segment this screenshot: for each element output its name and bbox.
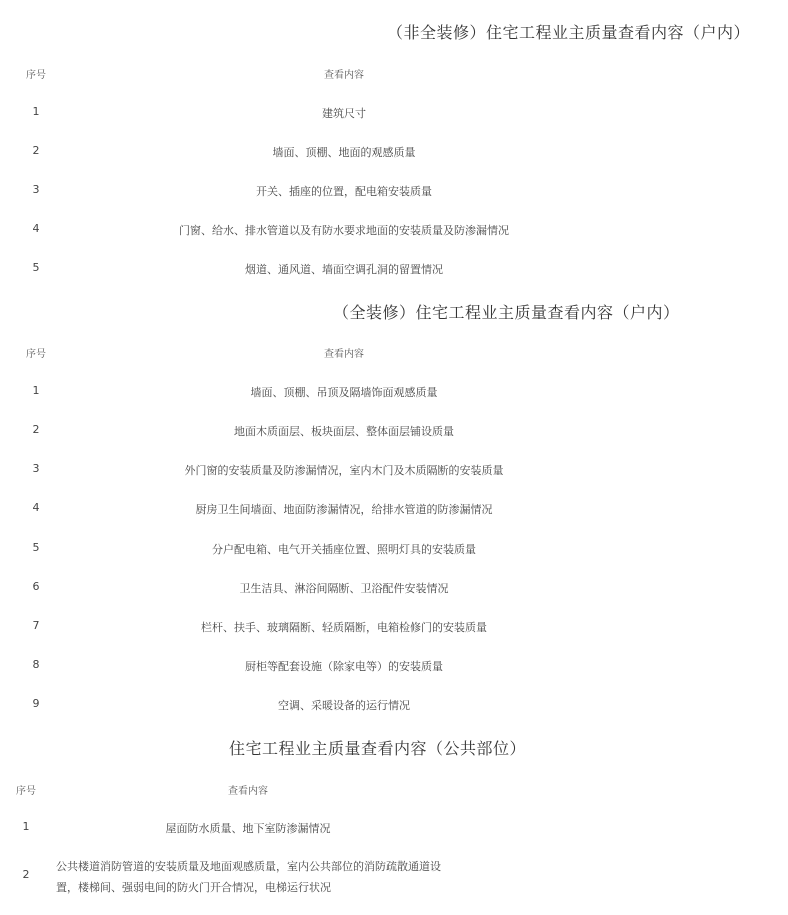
section2-row-content: 外门窗的安装质量及防渗漏情况，室内木门及木质隔断的安装质量: [184, 464, 504, 477]
section2-row-content: 厨房卫生间墙面、地面防渗漏情况，给排水管道的防渗漏情况: [195, 503, 493, 516]
section1-row-content: 开关、插座的位置，配电箱安装质量: [256, 185, 432, 198]
section2-row-content: 栏杆、扶手、玻璃隔断、轻质隔断，电箱检修门的安装质量: [201, 621, 487, 634]
section2-row-no: 6: [32, 580, 40, 593]
section2-row-content: 厨柜等配套设施（除家电等）的安装质量: [245, 660, 443, 673]
section2-row-no: 7: [32, 619, 40, 632]
section2-row-no: 3: [32, 462, 40, 475]
section3-header-content: 查看内容: [228, 786, 268, 797]
section3-row-no: 2: [22, 868, 30, 881]
section2-row-no: 5: [32, 541, 40, 554]
section2-row-no: 8: [32, 658, 40, 671]
section2-row-content: 墙面、顶棚、吊顶及隔墙饰面观感质量: [250, 386, 438, 399]
section1-title: （非全装修）住宅工程业主质量查看内容（户内）: [387, 23, 751, 42]
section2-row-no: 9: [32, 697, 40, 710]
section2-row-content: 空调、采暖设备的运行情况: [278, 699, 410, 712]
section3-row-no: 1: [22, 820, 30, 833]
section1-row-no: 3: [32, 183, 40, 196]
section1-row-content: 建筑尺寸: [322, 107, 366, 120]
section2-row-no: 1: [32, 384, 40, 397]
section1-row-no: 5: [32, 261, 40, 274]
section1-header-content: 查看内容: [324, 70, 364, 81]
section2-row-content: 分户配电箱、电气开关插座位置、照明灯具的安装质量: [212, 543, 476, 556]
section2-row-content: 地面木质面层、板块面层、整体面层铺设质量: [234, 425, 454, 438]
section1-row-content: 烟道、通风道、墙面空调孔洞的留置情况: [245, 263, 443, 276]
section1-row-content: 墙面、顶棚、地面的观感质量: [272, 146, 416, 159]
section3-row-content: 公共楼道消防管道的安装质量及地面观感质量，室内公共部位的消防疏散通道设置，楼梯间、强弱电间的防火门开合情况，电梯运行状况: [56, 860, 441, 894]
section3-title: 住宅工程业主质量查看内容（公共部位）: [229, 739, 527, 758]
section1-header-no: 序号: [26, 70, 46, 81]
section3-row-content: 屋面防水质量、地下室防渗漏情况: [165, 822, 331, 835]
section1-row-no: 2: [32, 144, 40, 157]
section2-row-no: 4: [32, 501, 40, 514]
section2-row-content: 卫生洁具、淋浴间隔断、卫浴配件安装情况: [239, 582, 449, 595]
section1-row-no: 4: [32, 222, 40, 235]
section2-header-content: 查看内容: [324, 349, 364, 360]
section2-title: （全装修）住宅工程业主质量查看内容（户内）: [333, 303, 680, 322]
section1-row-no: 1: [32, 105, 40, 118]
section2-header-no: 序号: [26, 349, 46, 360]
section2-row-no: 2: [32, 423, 40, 436]
section1-row-content: 门窗、给水、排水管道以及有防水要求地面的安装质量及防渗漏情况: [179, 224, 509, 237]
section3-header-no: 序号: [16, 786, 36, 797]
